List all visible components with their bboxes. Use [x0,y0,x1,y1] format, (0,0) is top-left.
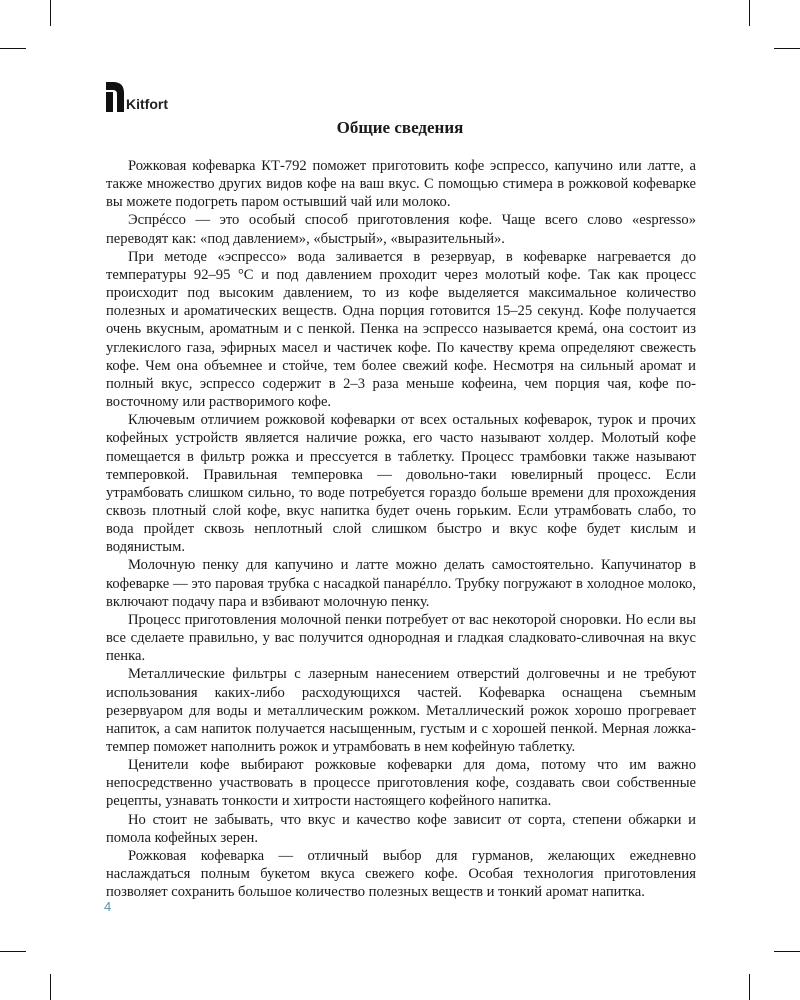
page-title: Общие сведения [336,118,464,137]
brand-logo [106,82,168,112]
paragraph: Рожковая кофеварка — отличный выбор для гурманов, желающих ежедневно наслаждаться полным букетом вкуса свежего кофе. Особая технология приготовления позволяет сохранить большое количество полезных веществ и тонкий аромат напитка. [106,847,696,901]
crop-mark [749,0,750,26]
paragraph: Ценители кофе выбирают рожковые кофеварки для дома, потому что им важно непосредственно участвовать в процессе приготовления кофе, создавать свои собственные рецепты, узнавать тонкости и хитрости настоящего кофейного напитка. [106,757,696,810]
kitfort-logo-icon [106,82,124,112]
paragraph: Но стоит не забывать, что вкус и качество кофе зависит от сорта, степени обжарки и помола кофейных зерен. [106,811,696,846]
crop-mark [50,0,51,26]
crop-mark [774,48,800,49]
paragraph: Металлические фильтры с лазерным нанесением отверстий долговечны и не требуют использования каких-либо расходующихся частей. Кофеварка оснащена съемным резервуаром для воды и металлическим рожком. Металлический рожок хорошо прогревает напиток, а сам напиток получается насыщенным, густым и с хорошей пенкой. Мерная ложка-темпер поможет наполнить рожок и утрамбовать в нем кофейную таблетку. [106,666,696,755]
brand-name: Kitfort [126,96,168,112]
crop-mark [0,951,26,952]
paragraph: Молочную пенку для капучино и латте можно делать самостоятельно. Капучинатор в кофеварке — это паровая трубка с насадкой панарéлло. Трубку погружают в холодное молоко, включают подачу пара и взбивают молочную пенку. [106,557,696,610]
paragraph: Рожковая кофеварка КТ-792 поможет приготовить кофе эспрессо, капучино или латте, а также множество других видов кофе на ваш вкус. С помощью стимера в рожковой кофеварке вы можете подогреть паром остывший чай или молоко. [106,158,696,211]
body-text [106,157,696,901]
paragraph: Ключевым отличием рожковой кофеварки от всех остальных кофеварок, турок и прочих кофейных устройств является наличие рожка, его часто называют холдер. Молотый кофе помещается в фильтр рожка и прессуется в таблетку. Процесс трамбовки также называют темперовкой. Правильная темперовка — довольно-таки ювелирный процесс. Если утрамбовать слишком сильно, то воде потребуется гораздо больше времени для прохождения сквозь плотный слой кофе, вкус напитка будет очень горьким. Если утрамбовать слабо, то вода пройдет сквозь неплотный слой слишком быстро и вкус кофе будет кислым и водянистым. [106,412,696,556]
crop-mark [50,974,51,1000]
paragraph: Процесс приготовления молочной пенки потребует от вас некоторой сноровки. Но если вы все сделаете правильно, у вас получится однородная и гладкая сладковато-сливочная на вкус пенка. [106,611,696,665]
crop-mark [749,974,750,1000]
crop-mark [0,48,26,49]
page-number: 4 [104,899,112,914]
crop-mark [774,951,800,952]
paragraph: Эспрéссо — это особый способ приготовления кофе. Чаще всего слово «espresso» переводят как: «под давлением», «быстрый», «выразительный». [106,212,696,247]
paragraph: При методе «эспрессо» вода заливается в резервуар, в кофеварке нагревается до температуры 92–95 °С и под давлением проходит через молотый кофе. Так как процесс происходит под высоким давлением, то из кофе выделяется максимальное количество полезных и ароматических веществ. Одна порция готовится 15–25 секунд. Кофе получается очень вкусным, ароматным и с пенкой. Пенка на эспрессо называется кремá, она состоит из углекислого газа, эфирных масел и частичек кофе. По качеству крема определяют свежесть кофе. Чем она объемнее и стойче, тем более свежий кофе. Несмотря на сильный аромат и полный вкус, эспрессо содержит в 2–3 раза меньше кофеина, чем порция чая, кофе по-восточному или растворимого кофе. [106,248,696,411]
